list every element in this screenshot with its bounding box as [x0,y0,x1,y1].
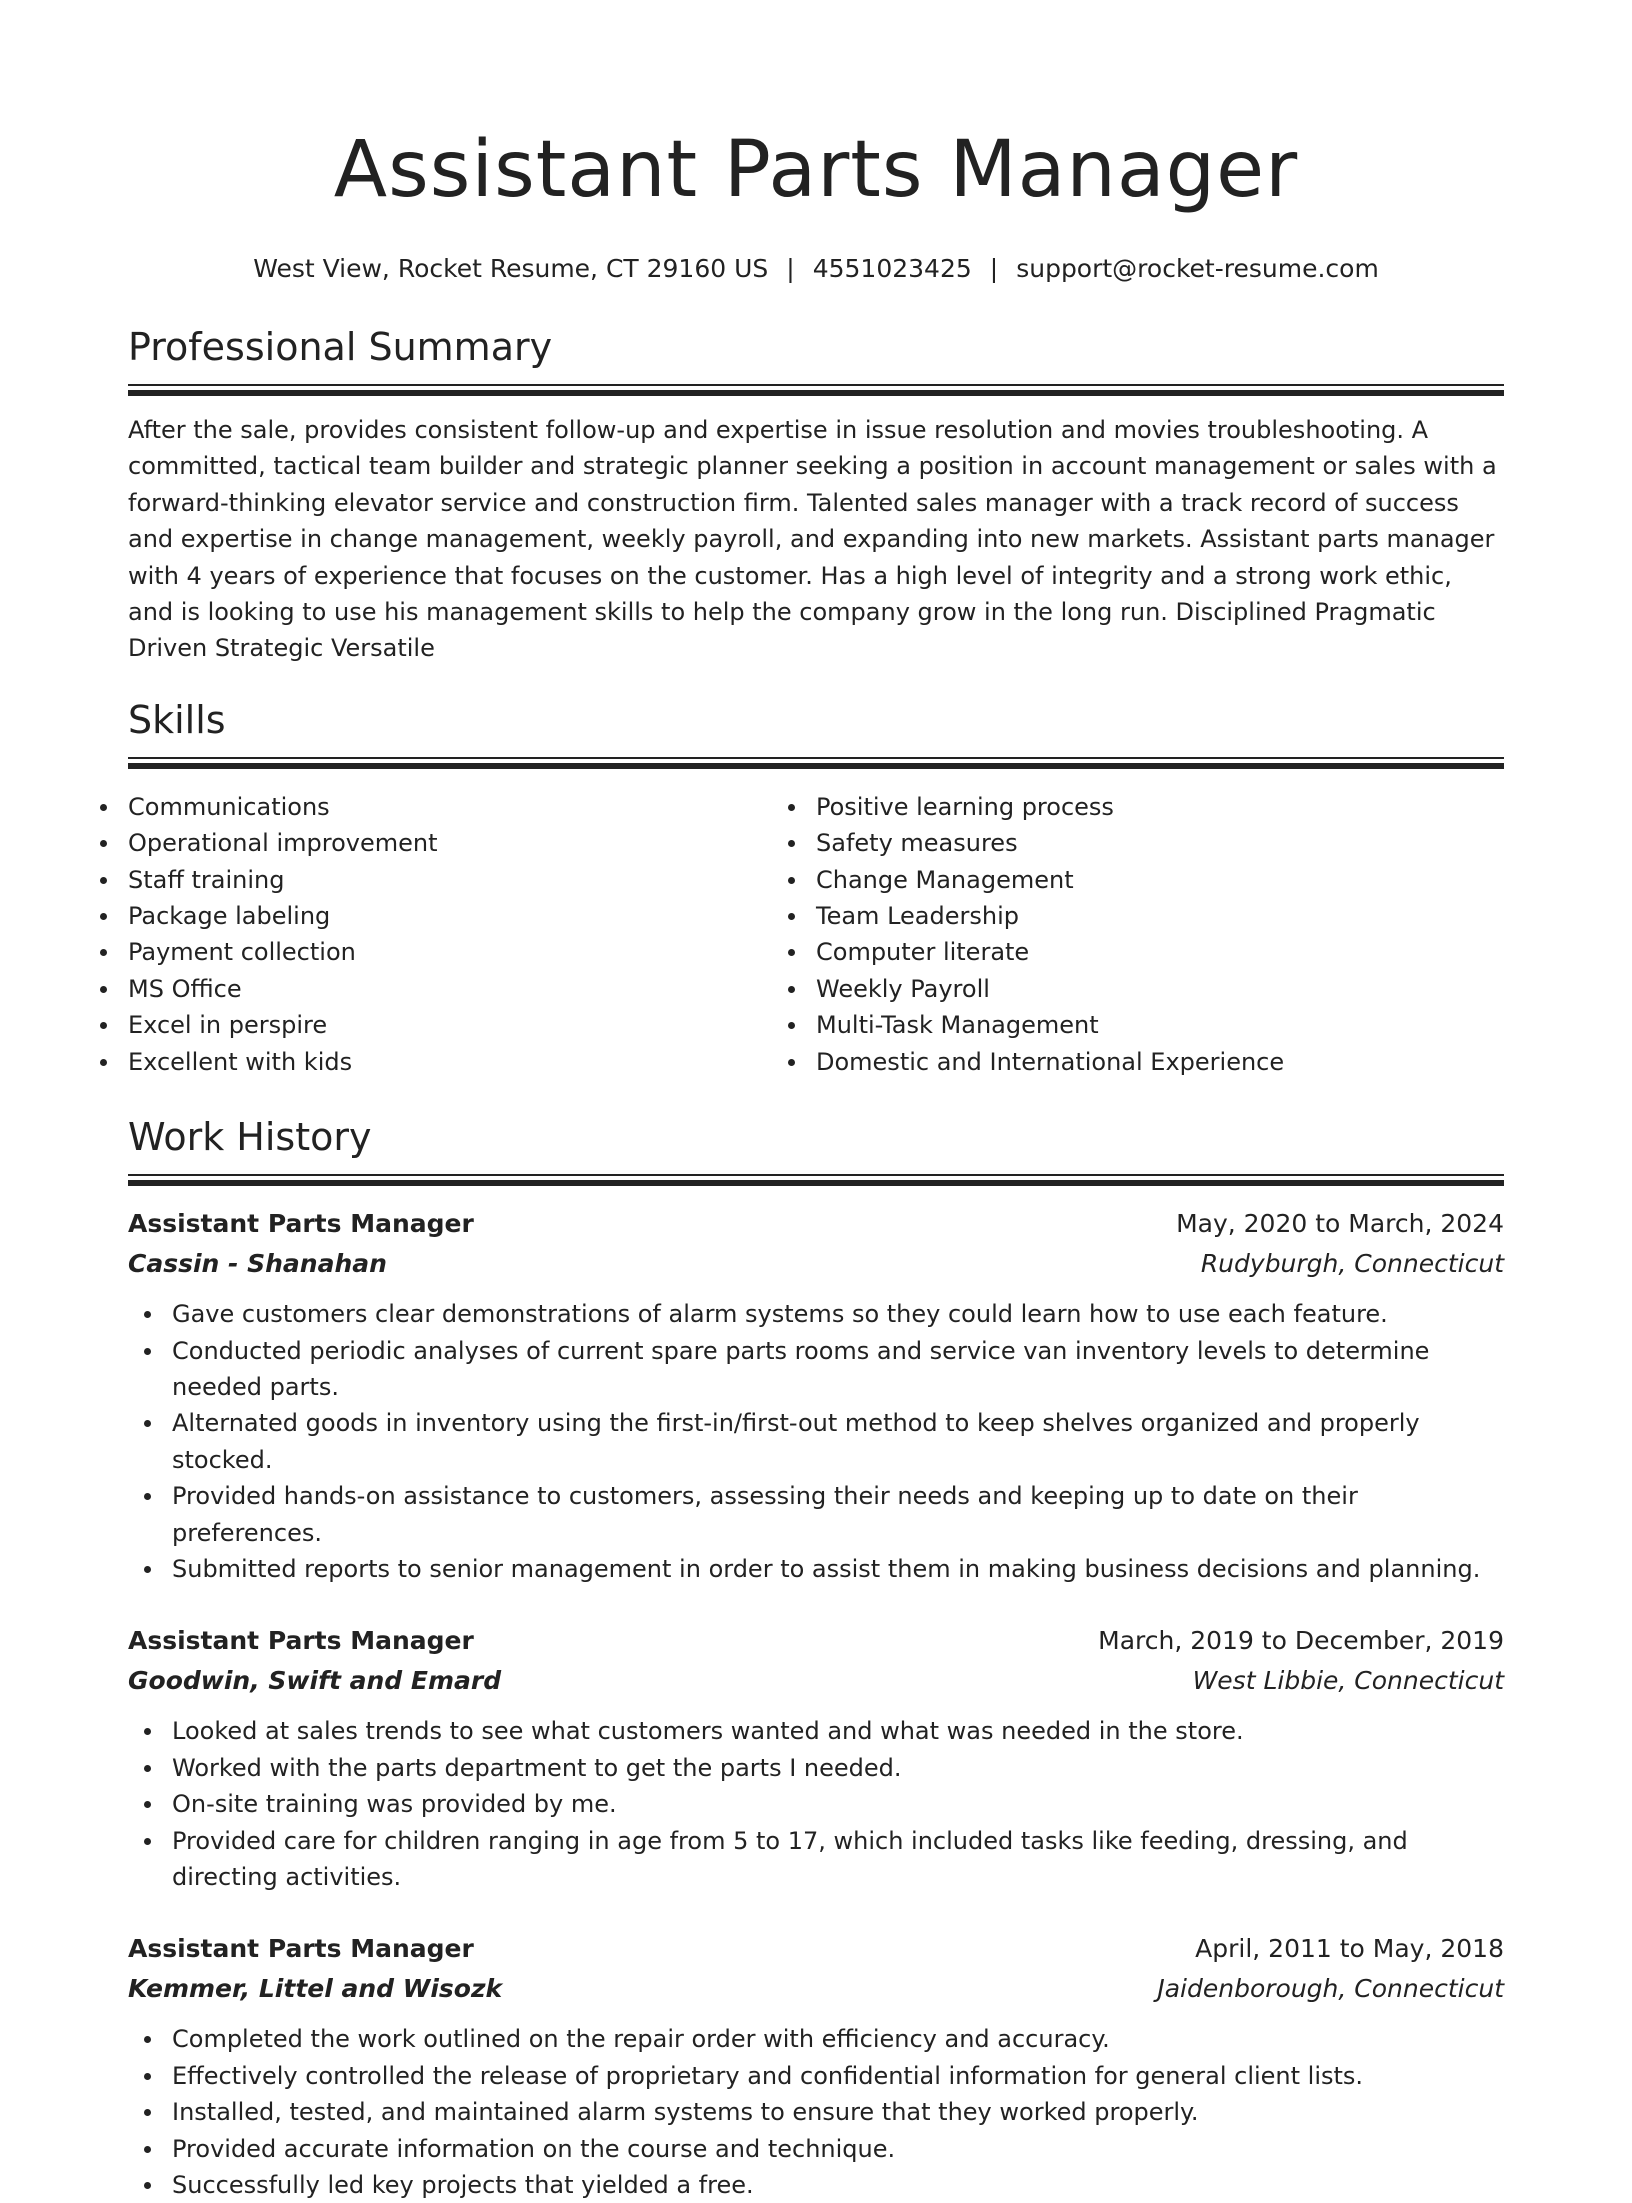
contact-email: support@rocket-resume.com [1016,254,1379,283]
list-item: Excel in perspire [128,1007,816,1043]
list-item: Positive learning process [816,789,1504,825]
list-item: Payment collection [128,934,816,970]
section-heading: Professional Summary [128,325,553,369]
job-title-row [128,1929,1504,1969]
job-list [128,1204,1504,2203]
list-item: Alternated goods in inventory using the first-in/first-out method to keep shelves organized and properly stocked. [128,1405,1504,1478]
list-item: Staff training [128,862,816,898]
list-item: Installed, tested, and maintained alarm systems to ensure that they worked properly. [128,2094,1504,2130]
list-item: On-site training was provided by me. [128,1786,1504,1822]
list-item: Change Management [816,862,1504,898]
job-entry [128,1929,1504,2203]
list-item: Provided hands-on assistance to customers, assessing their needs and keeping up to date on their preferences. [128,1478,1504,1551]
contact-separator: | [786,254,795,283]
job-duties-list [128,2021,1504,2203]
list-item: Effectively controlled the release of proprietary and confidential information for general client lists. [128,2058,1504,2094]
job-title: Assistant Parts Manager [128,1626,474,1656]
contact-separator: | [989,254,999,283]
resume-title: Assistant Parts Manager [333,125,1299,215]
list-item: Worked with the parts department to get the parts I needed. [128,1750,1504,1786]
skills-column-left [128,789,816,1080]
skills-section [128,697,1504,1080]
job-location: West Libbie, Connecticut [1192,1666,1504,1696]
work-history-section [128,1114,1504,2203]
list-item: MS Office [128,971,816,1007]
list-item: Looked at sales trends to see what customers wanted and what was needed in the store. [128,1713,1504,1749]
job-dates: March, 2019 to December, 2019 [1098,1626,1504,1656]
job-company: Cassin - Shanahan [128,1249,387,1279]
job-dates: May, 2020 to March, 2024 [1176,1209,1504,1239]
job-dates: April, 2011 to May, 2018 [1195,1934,1504,1964]
job-duties-list [128,1713,1504,1895]
list-item: Domestic and International Experience [816,1044,1504,1080]
job-title: Assistant Parts Manager [128,1209,474,1239]
job-company-row [128,1244,1504,1284]
contact-phone: 4551023425 [812,254,972,283]
section-divider [128,384,1504,396]
job-entry [128,1621,1504,1895]
list-item: Submitted reports to senior management in order to assist them in making business decisions and planning. [128,1551,1504,1587]
job-location: Rudyburgh, Connecticut [1200,1249,1504,1279]
list-item: Multi-Task Management [816,1007,1504,1043]
job-duties-list [128,1296,1504,1587]
job-title-row [128,1621,1504,1661]
list-item: Communications [128,789,816,825]
list-item: Excellent with kids [128,1044,816,1080]
list-item: Team Leadership [816,898,1504,934]
list-item: Conducted periodic analyses of current spare parts rooms and service van inventory levels to determine needed parts. [128,1333,1504,1406]
job-company-row [128,1661,1504,1701]
list-item: Package labeling [128,898,816,934]
list-item: Successfully led key projects that yielded a free. [128,2167,1504,2203]
skills-column-right [816,789,1504,1080]
job-company: Kemmer, Littel and Wisozk [128,1974,503,2004]
contact-address: West View, Rocket Resume, CT 29160 US [253,254,769,283]
list-item: Provided accurate information on the course and technique. [128,2131,1504,2167]
job-company: Goodwin, Swift and Emard [128,1666,502,1696]
section-heading: Skills [128,697,226,742]
list-item: Computer literate [816,934,1504,970]
section-divider [128,757,1504,769]
section-divider [128,1174,1504,1186]
list-item: Gave customers clear demonstrations of alarm systems so they could learn how to use each feature. [128,1296,1504,1332]
summary-text: After the sale, provides consistent follow-up and expertise in issue resolution and movies troubleshooting. A committed, tactical team builder and strategic planner seeking a position in account management or sales with a forward-thinking elevator service and construction firm. Talented sales manager with a track record of success and expertise in change management, weekly payroll, and expanding into new markets. Assistant parts manager with 4 years of experience that focuses on the customer. Has a high level of integrity and a strong work ethic, and is looking to use his management skills to help the company grow in the long run. Disciplined Pragmatic Driven Strategic Versatile [128,416,1497,663]
list-item: Weekly Payroll [816,971,1504,1007]
list-item: Completed the work outlined on the repair order with efficiency and accuracy. [128,2021,1504,2057]
job-title-row [128,1204,1504,1244]
list-item: Safety measures [816,825,1504,861]
contact-line [128,252,1504,286]
section-heading: Work History [128,1115,372,1160]
list-item: Operational improvement [128,825,816,861]
job-location: Jaidenborough, Connecticut [1157,1974,1504,2004]
job-entry [128,1204,1504,1587]
job-title: Assistant Parts Manager [128,1934,474,1964]
list-item: Provided care for children ranging in age from 5 to 17, which included tasks like feeding, dressing, and directing activities. [128,1823,1504,1896]
job-company-row [128,1969,1504,2009]
professional-summary-section [128,324,1504,667]
skills-grid [128,789,1504,1080]
